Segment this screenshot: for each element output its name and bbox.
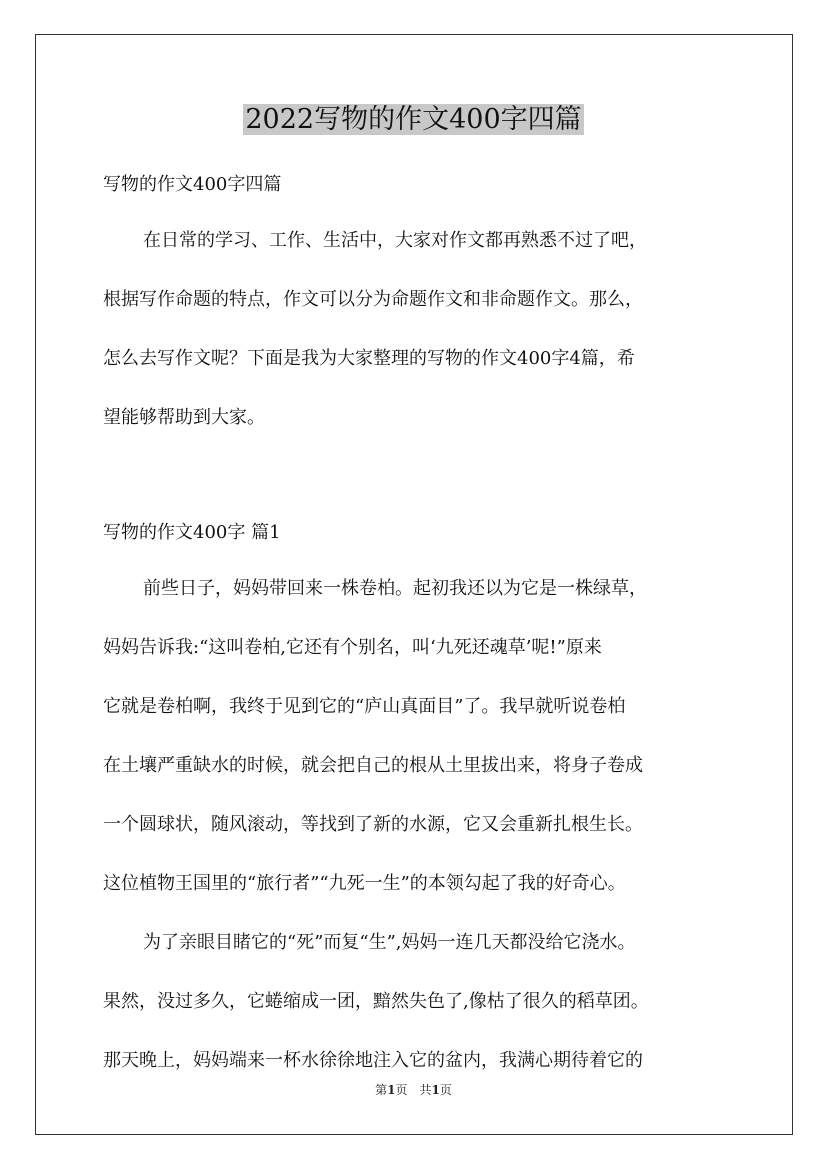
para2-line: 为了亲眼目睹它的“死”而复“生”,妈妈一连几天都没给它浇水。 bbox=[143, 932, 636, 953]
intro-line: 根据写作命题的特点，作文可以分为命题作文和非命题作文。那么， bbox=[103, 289, 643, 310]
para2-line: 那天晚上，妈妈端来一杯水徐徐地注入它的盆内，我满心期待着它的 bbox=[103, 1050, 643, 1071]
subtitle: 写物的作文400字四篇 bbox=[103, 174, 282, 195]
para1-line: 妈妈告诉我:“这叫卷柏,它还有个别名，叫‘九死还魂草’呢!”原来 bbox=[103, 637, 602, 658]
document-body bbox=[103, 172, 743, 1074]
page-number: 1 bbox=[387, 1083, 396, 1097]
para1-line: 前些日子，妈妈带回来一株卷柏。起初我还以为它是一株绿草， bbox=[143, 578, 647, 599]
section-heading: 写物的作文400字 篇1 bbox=[103, 522, 281, 543]
title-highlight: 2022写物的作文400字四篇 bbox=[245, 104, 582, 135]
document-title bbox=[0, 100, 827, 140]
footer-text-mid: 页 共 bbox=[395, 1083, 432, 1097]
para1-line: 一个圆球状，随风滚动，等找到了新的水源，它又会重新扎根生长。 bbox=[103, 814, 643, 835]
para1-line: 这位植物王国里的“旅行者”“九死一生”的本领勾起了我的好奇心。 bbox=[103, 873, 626, 894]
intro-line: 在日常的学习、工作、生活中，大家对作文都再熟悉不过了吧， bbox=[143, 230, 647, 251]
intro-line: 望能够帮助到大家。 bbox=[103, 407, 265, 428]
para1-line: 在土壤严重缺水的时候，就会把自己的根从土里拔出来，将身子卷成 bbox=[103, 755, 643, 776]
footer-text-pre: 第 bbox=[375, 1083, 388, 1097]
para1-line: 它就是卷柏啊，我终于见到它的“庐山真面目”了。我早就听说卷柏 bbox=[103, 696, 626, 717]
footer-text-post: 页 bbox=[439, 1083, 452, 1097]
total-pages: 1 bbox=[431, 1083, 440, 1097]
para2-line: 果然，没过多久，它蜷缩成一团，黯然失色了,像枯了很久的稻草团。 bbox=[103, 991, 649, 1012]
page-footer bbox=[0, 1082, 827, 1098]
intro-line: 怎么去写作文呢？下面是我为大家整理的写物的作文400字4篇，希 bbox=[103, 348, 635, 369]
